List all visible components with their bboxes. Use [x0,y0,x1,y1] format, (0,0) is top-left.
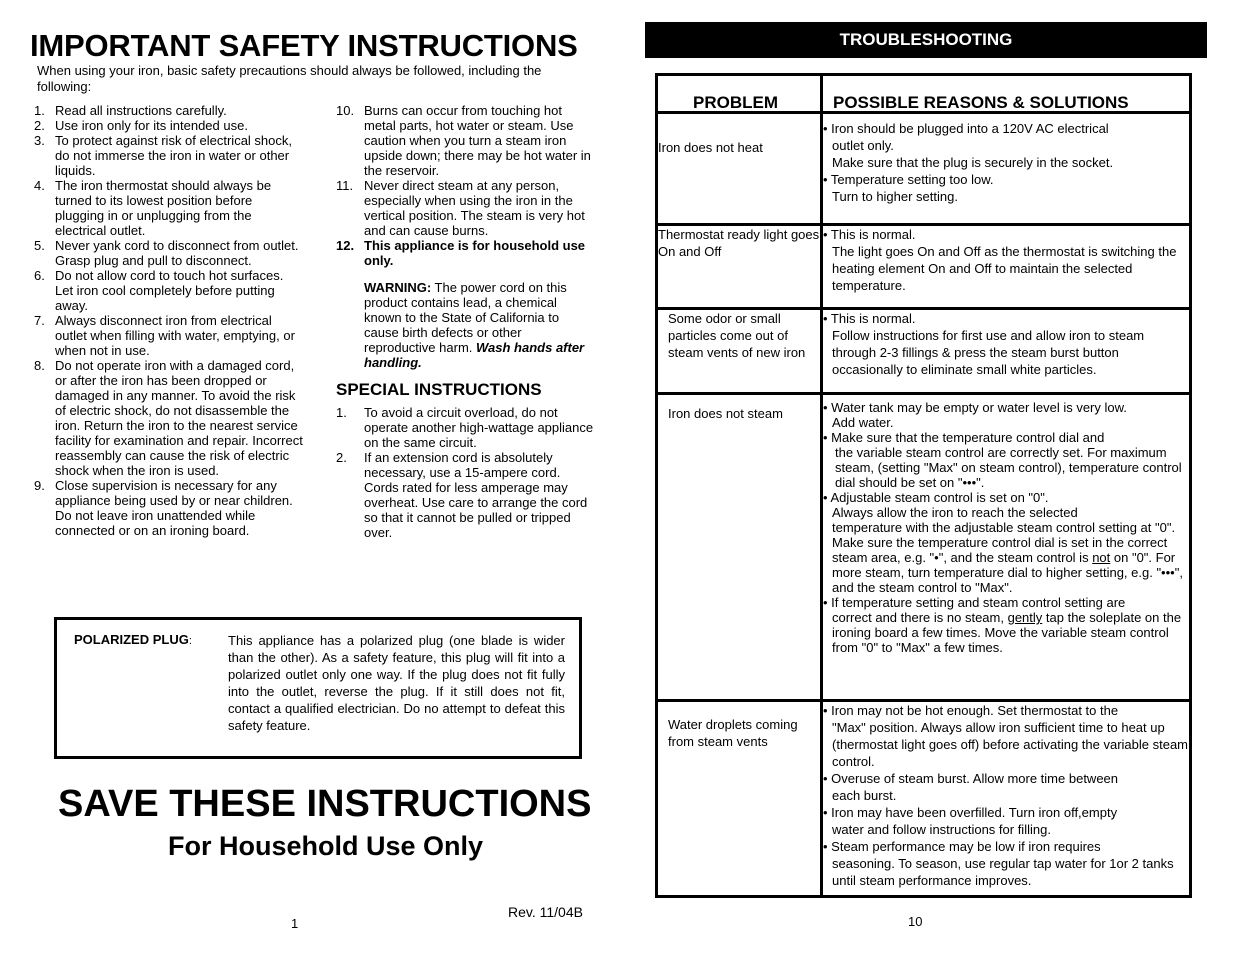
table-row [657,225,1191,309]
tap-soleplate-paragraph: correct and there is no steam, gently tap the soleplate on the ironing board a few times. Move the variable steam control from "0" to "Max" a few times. [832,610,1182,655]
list-item: 2. Use iron only for its intended use. [34,118,248,133]
save-instructions-heading: SAVE THESE INSTRUCTIONS [58,783,592,825]
problem-cell: Thermostat ready light goes On and Off [657,225,822,309]
revision-label: Rev. 11/04B [508,904,583,920]
list-item: 8. Do not operate iron with a damaged cord, or after the iron has been dropped or damaged in any manner. To avoid the risk of electric shock, do not disassemble the iron. Return the iron to the nearest service facility for examination and repair. Incorrect reassembly can cause the risk of electric shock when the iron is used. [34,358,303,478]
polarized-plug-box [54,617,582,759]
list-item: 11. Never direct steam at any person, especially when using the iron in the vertical position. The steam is very hot and can cause burns. [336,178,585,238]
special-instructions-heading: SPECIAL INSTRUCTIONS [336,380,542,399]
safety-list-col2-wrap [336,103,594,370]
table-row [657,309,1191,394]
troubleshooting-banner: TROUBLESHOOTING [645,22,1207,58]
solution-cell: • Iron may not be hot enough. Set thermostat to the "Max" position. Always allow iron sufficient time to heat up (thermostat light goes off) before activating the variable steam control. • Overuse of steam burst. Allow more time between each burst. • Iron may have been overfilled. Turn iron off,empty water and follow instructions for filling. • Steam performance may be low if iron requires seasoning. To season, use regular tap water for 1or 2 tanks until steam performance improves. [822,701,1191,897]
page-number-right: 10 [908,914,923,929]
list-item: 5. Never yank cord to disconnect from outlet. Grasp plug and pull to disconnect. [34,238,299,268]
solution-cell: • This is normal. The light goes On and Off as the thermostat is switching the heating element On and Off to maintain the selected temperature. [822,225,1191,309]
list-item: 1. Read all instructions carefully. [34,103,227,118]
special-instructions-list [336,405,594,540]
page-title: IMPORTANT SAFETY INSTRUCTIONS [30,28,578,63]
table-header-row [657,75,1191,113]
list-item: 7. Always disconnect iron from electrical outlet when filling with water, emptying, or when not in use. [34,313,295,358]
problem-cell: Iron does not steam [657,394,822,701]
solutions-column-header: POSSIBLE REASONS & SOLUTIONS [822,75,1191,113]
problem-cell: Water droplets coming from steam vents [657,701,822,897]
solution-cell: • Water tank may be empty or water level is very low. Add water. • Make sure that the temperature control dial and the variable steam control are correctly set. For maximum steam, (setting "Max" on steam control), temperature control dial should be set on "•••". • Adjustable steam control is set on "0". Always allow the iron to reach the selected temperature with the adjustable steam control setting at "0". Make sure the temperature control dial is set in the correct steam area, e.g. "•", and the steam control is not on "0". For more steam, turn temperature dial to higher setting, e.g. "•••", and the steam control to "Max". • If temperature setting and steam control setting are correct and there is no steam, gently tap the soleplate on the ironing board a few times. Move the variable steam control from "0" to "Max" a few times. [822,394,1191,701]
solution-cell: • This is normal. Follow instructions for first use and allow iron to steam through 2-3 fillings & press the steam burst button occasionally to eliminate small white particles. [822,309,1191,394]
problem-cell: Iron does not heat [657,113,822,225]
solution-cell: • Iron should be plugged into a 120V AC electrical outlet only. Make sure that the plug is securely in the socket. • Temperature setting too low. Turn to higher setting. [822,113,1191,225]
steam-control-paragraph: temperature with the adjustable steam control setting at "0". Make sure the temperature control dial is set in the correct steam area, e.g. "•", and the steam control is not on "0". For more steam, turn temperature dial to higher setting, e.g. "•••", and the steam control to "Max". [832,520,1183,595]
household-use-heading: For Household Use Only [168,831,484,861]
list-item: 9. Close supervision is necessary for any appliance being used by or near children. Do not leave iron unattended while connected or on an ironing board. [34,478,293,538]
list-item: 2. If an extension cord is absolutely necessary, use a 15-ampere cord. Cords rated for less amperage may overheat. Use care to arrange the cord so that it cannot be pulled or tripped over. [336,450,588,540]
list-item: 12. This appliance is for household use only. [336,238,586,268]
table-row [657,113,1191,225]
list-item: 10. Burns can occur from touching hot metal parts, hot water or steam. Use caution when you turn a steam iron upside down; there may be hot water in the reservoir. [336,103,591,178]
polarized-plug-label: POLARIZED PLUG: [74,632,192,647]
problem-cell: Some odor or small particles come out of steam vents of new iron [657,309,822,394]
polarized-plug-text: This appliance has a polarized plug (one blade is wider than the other). As a safety feature, this plug will fit into a polarized outlet only one way. If the plug does not fit fully into the outlet, reverse the plug. If it still does not fit, contact a qualified electrician. Do no attempt to defeat this safety feature. [228,633,565,733]
list-item: 6. Do not allow cord to touch hot surfaces. Let iron cool completely before putting away. [34,268,284,313]
list-item: 4. The iron thermostat should always be turned to its lowest position before plugging in or unplugging from the electrical outlet. [34,178,272,238]
safety-list-col2 [336,103,594,268]
table-row [657,394,1191,701]
problem-column-header: PROBLEM [657,75,822,113]
list-item: 3. To protect against risk of electrical shock, do not immerse the iron in water or other liquids. [34,133,292,178]
warning-text: WARNING: The power cord on this product contains lead, a chemical known to the State of California to cause birth defects or other reproductive harm. Wash hands after handling. [364,280,585,370]
table-row [657,701,1191,897]
list-item: 1. To avoid a circuit overload, do not operate another high-wattage appliance on the same circuit. [336,405,594,450]
page-number-left: 1 [291,916,299,931]
intro-text: When using your iron, basic safety precautions should always be followed, including the following: [37,63,542,94]
safety-list-col1 [34,103,304,538]
troubleshooting-table [655,73,1192,898]
